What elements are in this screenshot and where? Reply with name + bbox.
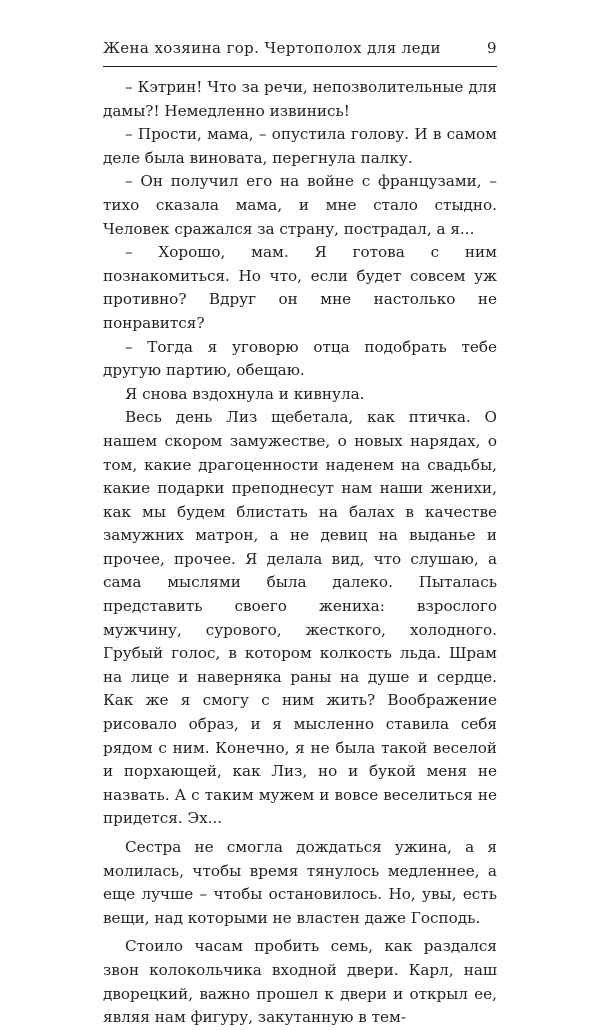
running-header [103, 28, 497, 56]
paragraph: Я снова вздохнула и кивнула. [125, 384, 365, 403]
page-number: 9 [487, 39, 497, 57]
body-text [103, 76, 497, 1030]
paragraph: Стоило часам пробить семь, как раздался звон колокольчика входной двери. Карл, наш дворецкий, важно прошел к двери и открыл ее, являя нам фигуру, закутанную в тем- [103, 937, 497, 1027]
paragraph: Сестра не смогла дождаться ужина, а я молилась, чтобы время тянулось медленнее, а еще лучше – чтобы остановилось. Но, увы, есть вещи, над которыми не властен даже Господь. [103, 838, 497, 927]
paragraph: – Кэтрин! Что за речи, непозволительные для дамы?! Немедленно извинись! [103, 78, 497, 120]
paragraph: Весь день Лиз щебетала, как птичка. О нашем скором замужестве, о новых нарядах, о том, какие драгоценности наденем на свадьбы, какие подарки преподнесут нам наши женихи, как мы будем блистать на балах в качестве замужних матрон, а не девиц на выданье и прочее, прочее. Я делала вид, что слушаю, а сама мыслями была далеко. Пыталась представить своего жениха: взрослого мужчину, сурового, жесткого, холодного. Грубый голос, в котором колкость льда. Шрам на лице и наверняка раны на душе и сердце. Как же я смогу с ним жить? Воображение рисовало образ, и я мысленно ставила себя рядом с ним. Конечно, я не была такой веселой и порхающей, как Лиз, но и букой меня не назвать. А с таким мужем и вовсе веселиться не придется. Эх... [103, 408, 497, 828]
paragraph: – Тогда я уговорю отца подобрать тебе другую партию, обещаю. [103, 337, 497, 380]
paragraph: – Прости, мама, – опустила голову. И в самом деле была виновата, перегнула палку. [103, 125, 497, 167]
running-title: Жена хозяина гор. Чертополох для леди [103, 39, 441, 57]
header-rule [103, 66, 497, 67]
paragraph: – Он получил его на войне с французами, – тихо сказала мама, и мне стало стыдно. Человек сражался за страну, пострадал, а я... [103, 172, 497, 238]
paragraph: – Хорошо, мам. Я готова с ним познакомиться. Но что, если будет совсем уж противно? Вдруг он мне настолько не понравится? [103, 243, 497, 332]
